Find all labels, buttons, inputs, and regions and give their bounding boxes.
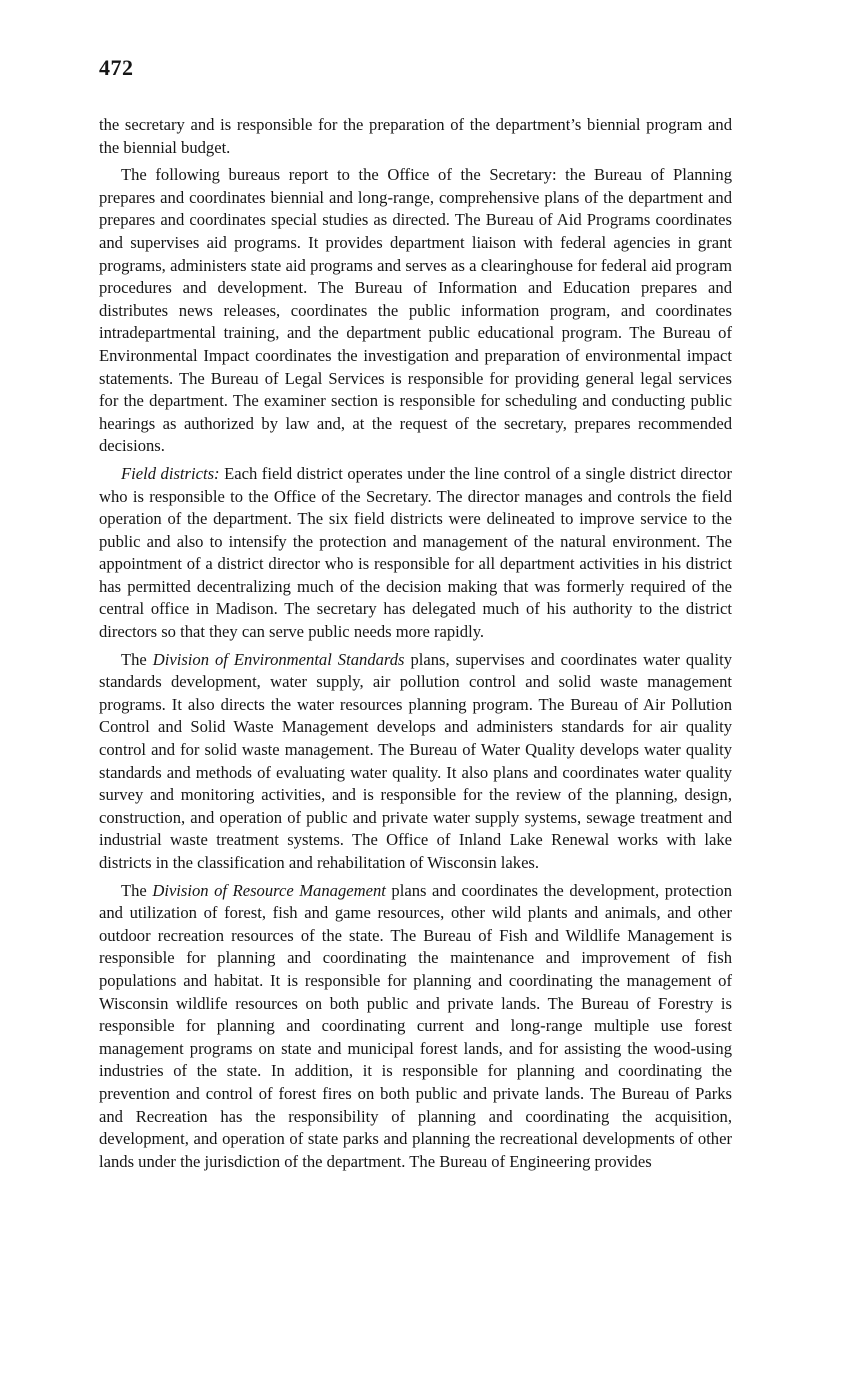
paragraph-text: plans and coordinates the development, protection and utilization of forest, fish and game resources, other wild plants and animals, and other outdoor recreation resources of the state. The Bureau of Fish and Wildlife Management is responsible for planning and coordinating the maintenance and improvement of fish populations and habitat. It is responsible for planning and coordinating the management of Wisconsin wildlife resources on both public and private lands. The Bureau of Forestry is responsible for planning and coordinating current and long-range multiple use forest management programs on state and municipal forest lands, and for assisting the wood-using industries of the state. In addition, it is responsible for planning and coordinating the prevention and control of forest fires on both public and private lands. The Bureau of Parks and Recreation has the responsibility of planning and coordinating the acquisition, development, and operation of state parks and planning the recreational developments of other lands under the jurisdiction of the department. The Bureau of Engineering provides xyxy=(99,880,733,1171)
division-name: Division of Environmental Standards xyxy=(152,649,405,669)
body-text xyxy=(99,114,732,1173)
paragraph-office-of-secretary-bureaus xyxy=(99,164,732,458)
division-name: Division of Resource Management xyxy=(152,880,386,900)
paragraph-text: Each field district operates under the line control of a single district director who is responsible to the Office of the Secretary. The director manages and controls the field operation of the department. The six field districts were delineated to improve service to the public and also to intensify the protection and management of the natural environment. The appointment of a district director who is responsible for all department activities in his district has permitted decentralizing much of the decision making that was formerly required of the central office in Madison. The secretary has delegated much of his authority to the district directors so that they can serve public needs more rapidly. xyxy=(99,463,732,642)
paragraph-text: plans, supervises and coordinates water quality standards development, water supply, air pollution control and solid waste management programs. It also directs the water resources planning program. The Bureau of Air Pollution Control and Solid Waste Management develops and administers standards for air quality control and for solid waste management. The Bureau of Water Quality develops water quality standards and methods of evaluating water quality. It also plans and coordinates water quality survey and monitoring activities, and is responsible for the review of the planning, design, construction, and operation of public and private water supply systems, sewage treatment and industrial waste treatment systems. The Office of Inland Lake Renewal works with lake districts in the classification and rehabilitation of Wisconsin lakes. xyxy=(99,649,733,872)
paragraph-text: the secretary and is responsible for the preparation of the department’s biennial program and the biennial budget. xyxy=(99,115,732,157)
page-number: 472 xyxy=(99,55,134,80)
paragraph-field-districts xyxy=(99,463,732,644)
paragraph-text-before: The xyxy=(121,649,153,669)
paragraph-lead-heading: Field districts: xyxy=(121,463,220,483)
paragraph-environmental-standards xyxy=(99,649,732,875)
paragraph-continuation xyxy=(99,114,732,159)
paragraph-resource-management xyxy=(99,880,732,1174)
paragraph-text: The following bureaus report to the Office of the Secretary: the Bureau of Planning prepares and coordinates biennial and long-range, comprehensive plans of the department and prepares and coordinates special studies as directed. The Bureau of Aid Programs coordinates and supervises aid programs. It provides department liaison with federal agencies in grant programs, administers state aid programs and serves as a clearinghouse for federal aid program procedures and development. The Bureau of Information and Education prepares and distributes news releases, coordinates the public information program, and coordinates intradepartmental training, and the department public educational program. The Bureau of Environmental Impact coordinates the investigation and preparation of environmental impact statements. The Bureau of Legal Services is responsible for providing general legal services for the department. The examiner section is responsible for scheduling and conducting public hearings as authorized by law and, at the request of the secretary, prepares recommended decisions. xyxy=(99,165,732,456)
paragraph-text-before: The xyxy=(121,880,153,900)
